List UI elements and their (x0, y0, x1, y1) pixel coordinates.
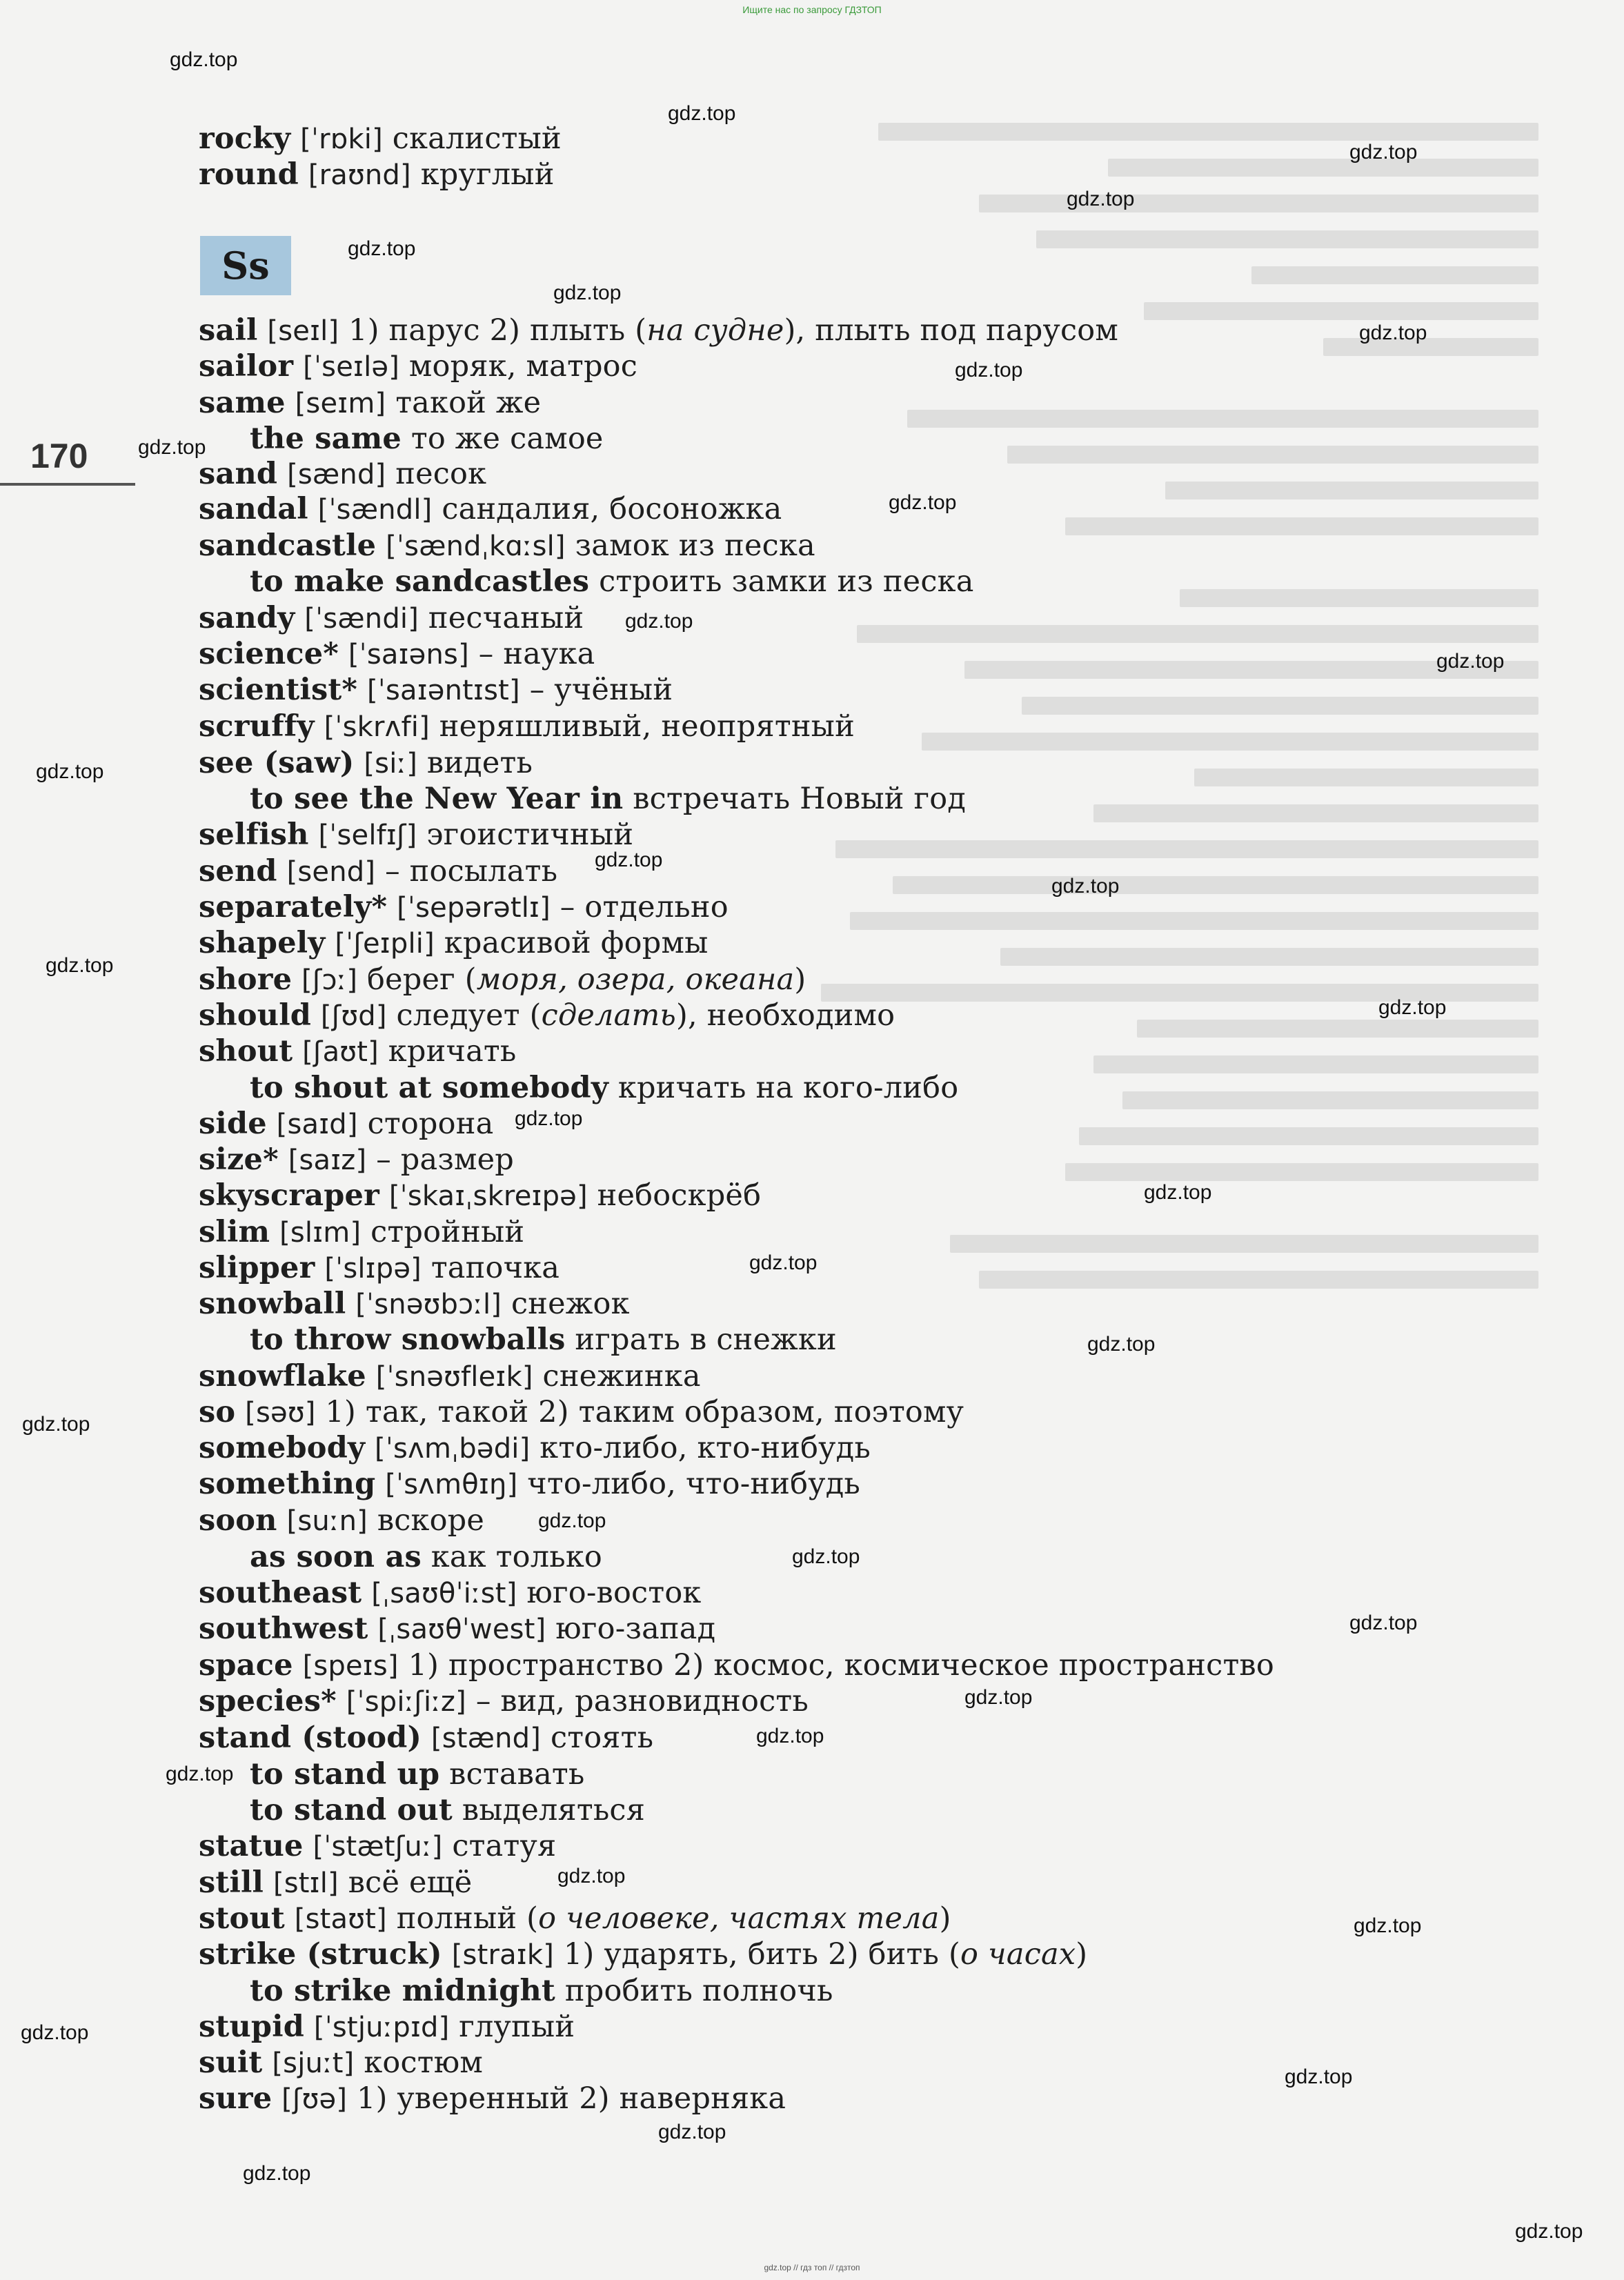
transcription: [siː] (364, 748, 417, 780)
dictionary-entry (199, 2081, 786, 2117)
definition: сандалия, босоножка (442, 492, 782, 526)
definition: – вид, разновидность (475, 1684, 809, 1718)
headword: scruffy (199, 709, 315, 744)
definition: то же самое (410, 422, 604, 456)
definition: круглый (420, 157, 555, 192)
headword: soon (199, 1503, 277, 1538)
headword: shout (199, 1034, 293, 1069)
definition: пробить полночь (564, 1974, 833, 2008)
dictionary-entry (199, 1828, 556, 1865)
definition: костюм (364, 2045, 484, 2080)
headword: shore (199, 962, 293, 997)
headword: snowflake (199, 1359, 366, 1394)
headword: sand (199, 457, 278, 491)
watermark: gdz.top (1354, 1914, 1422, 1937)
watermark: gdz.top (1349, 1612, 1418, 1634)
definition: 1) так, такой 2) таким образом, поэтому (325, 1395, 964, 1429)
watermark: gdz.top (1436, 650, 1505, 673)
headword: slim (199, 1215, 270, 1249)
transcription: [ˈsaɪəns] (348, 639, 469, 671)
definition: кто-либо, кто-нибудь (539, 1431, 871, 1465)
example-phrase (250, 1539, 602, 1575)
transcription: [seɪl] (267, 315, 339, 347)
headword: to stand out (250, 1793, 453, 1827)
headword: statue (199, 1829, 304, 1863)
watermark: gdz.top (515, 1107, 583, 1130)
watermark: gdz.top (21, 2021, 89, 2044)
dictionary-entry (199, 348, 637, 385)
headword: space (199, 1648, 293, 1683)
transcription: [səʊ] (245, 1397, 316, 1429)
watermark: gdz.top (1144, 1181, 1212, 1204)
definition: как только (430, 1540, 603, 1574)
headword: sailor (199, 349, 294, 384)
headword: should (199, 998, 312, 1033)
definition: кричать (388, 1034, 517, 1069)
dictionary-entry (199, 745, 533, 782)
example-phrase (250, 781, 966, 817)
dictionary-entry (199, 672, 673, 708)
watermark: gdz.top (557, 1865, 626, 1887)
transcription: [sænd] (287, 459, 386, 490)
headword: as soon as (250, 1540, 422, 1574)
definition: 1) пространство 2) космос, космическое пространство (408, 1648, 1274, 1683)
transcription: [suːn] (286, 1505, 368, 1537)
headword: round (199, 157, 299, 192)
definition: берег (моря, озера, океана) (367, 962, 806, 997)
transcription: [ʃʊə] (281, 2083, 348, 2115)
headword: stout (199, 1901, 285, 1936)
dictionary-entry (199, 1178, 761, 1214)
watermark: gdz.top (792, 1545, 860, 1568)
watermark: gdz.top (22, 1413, 90, 1436)
dictionary-entry (199, 528, 815, 564)
watermark: gdz.top (889, 491, 957, 514)
headword: something (199, 1467, 376, 1501)
transcription: [ˈsændl] (317, 494, 433, 526)
transcription: [ˈspiːʃiːz] (346, 1686, 466, 1718)
dictionary-entry (199, 2009, 575, 2045)
transcription: [ˈstætʃuː] (313, 1831, 443, 1863)
headword: science* (199, 637, 339, 671)
transcription: [stɪl] (273, 1867, 339, 1899)
headword: still (199, 1865, 264, 1900)
dictionary-entry (199, 1394, 964, 1431)
dictionary-entry (199, 1214, 524, 1251)
transcription: [seɪm] (295, 388, 386, 419)
watermark: gdz.top (964, 1686, 1033, 1709)
headword: to see the New Year in (250, 782, 624, 816)
watermark: gdz.top (170, 48, 238, 71)
example-phrase (250, 564, 974, 599)
headword: separately* (199, 890, 388, 924)
definition: выделяться (462, 1793, 646, 1827)
transcription: [ˈsnəʊbɔːl] (355, 1289, 502, 1320)
dictionary-entry (199, 456, 486, 493)
watermark: gdz.top (625, 610, 693, 633)
dictionary-entry (199, 853, 557, 890)
definition: следует (сделать), необходимо (396, 998, 895, 1033)
transcription: [saɪd] (276, 1109, 358, 1140)
definition: юго-восток (526, 1576, 702, 1610)
definition: строить замки из песка (599, 564, 974, 599)
watermark: gdz.top (36, 760, 104, 783)
definition: 1) парус 2) плыть (на судне), плыть под парусом (348, 313, 1118, 348)
watermark: gdz.top (1378, 996, 1447, 1019)
definition: 1) уверенный 2) наверняка (357, 2081, 786, 2116)
dictionary-entry (199, 1250, 560, 1287)
dictionary-entry (199, 1142, 514, 1178)
transcription: [ˈsnəʊfleɪk] (375, 1361, 533, 1393)
transcription: [ʃʊd] (320, 1000, 387, 1032)
transcription: [speɪs] (302, 1650, 399, 1682)
watermark: gdz.top (553, 281, 622, 304)
headword: sure (199, 2081, 273, 2116)
headword: species* (199, 1684, 337, 1718)
headword: somebody (199, 1431, 366, 1465)
headword: slipper (199, 1251, 315, 1285)
transcription: [send] (286, 856, 376, 888)
headword: the same (250, 422, 402, 456)
headword: sandcastle (199, 528, 377, 563)
watermark: gdz.top (1359, 321, 1427, 344)
headword: so (199, 1395, 236, 1429)
dictionary-entry (199, 998, 895, 1034)
definition: всё ещё (348, 1865, 473, 1900)
headword: sandal (199, 492, 308, 526)
definition: юго-запад (555, 1612, 716, 1646)
dictionary-entry (199, 1720, 653, 1756)
headword: southeast (199, 1576, 362, 1610)
dictionary-entry (199, 817, 633, 853)
watermark: gdz.top (348, 237, 416, 260)
example-phrase (250, 1070, 958, 1106)
dictionary-entry (199, 1466, 860, 1503)
dictionary-entry (199, 491, 782, 528)
headword: send (199, 854, 277, 889)
headword: shapely (199, 926, 326, 960)
definition: кричать на кого-либо (617, 1071, 959, 1105)
headword: size* (199, 1142, 279, 1177)
transcription: [ʃaʊt] (302, 1036, 379, 1068)
definition: снежок (511, 1287, 630, 1321)
transcription: [ˈsʌmˌbədi] (375, 1433, 531, 1465)
watermark: gdz.top (166, 1763, 234, 1785)
transcription: [ˈsændˌkɑːsl] (386, 531, 566, 562)
watermark: gdz.top (1067, 188, 1135, 210)
dictionary-entry (199, 1901, 951, 1937)
page-number: 170 (30, 437, 88, 475)
transcription: [ˈrɒki] (300, 123, 383, 155)
definition: видеть (426, 746, 533, 780)
definition: стоять (550, 1721, 654, 1755)
headword: side (199, 1107, 267, 1141)
definition: полный (о человеке, частях тела) (396, 1901, 951, 1936)
definition: небоскрёб (597, 1178, 762, 1213)
transcription: [ˈsændi] (304, 603, 419, 635)
definition: – посылать (385, 854, 558, 889)
watermark: gdz.top (756, 1725, 824, 1747)
transcription: [sjuːt] (272, 2048, 355, 2079)
headword: strike (struck) (199, 1937, 442, 1972)
headword: to shout at somebody (250, 1071, 608, 1105)
headword: southwest (199, 1612, 368, 1646)
dictionary-entry (199, 1611, 715, 1647)
definition: встречать Новый год (633, 782, 967, 816)
headword: snowball (199, 1287, 346, 1321)
headword: see (saw) (199, 746, 355, 780)
definition: – отдельно (560, 890, 729, 924)
headword: rocky (199, 121, 291, 156)
headword: suit (199, 2045, 263, 2080)
headword: selfish (199, 817, 309, 852)
transcription: [ˈʃeɪpli] (335, 928, 435, 960)
transcription: [ˈstjuːpɪd] (313, 2012, 450, 2043)
dictionary-entry (199, 1865, 472, 1901)
dictionary-entry (199, 1358, 701, 1395)
headword: skyscraper (199, 1178, 379, 1213)
page-number-rule (0, 483, 135, 486)
definition: играть в снежки (575, 1322, 837, 1357)
transcription: [ˈskaɪˌskreɪpə] (388, 1180, 588, 1212)
transcription: [ˈslɪpə] (324, 1253, 422, 1285)
dictionary-entry (199, 121, 562, 157)
watermark: gdz.top (668, 102, 736, 125)
dictionary-entry (199, 1503, 484, 1539)
header-note: Ищите нас по запросу ГДЗТОП (742, 4, 882, 15)
definition: тапочка (430, 1251, 560, 1285)
definition: песок (395, 457, 487, 491)
dictionary-entry (199, 2045, 483, 2081)
headword: to stand up (250, 1757, 440, 1792)
dictionary-entry (199, 636, 595, 673)
headword: sandy (199, 601, 295, 635)
dictionary-entry (199, 889, 729, 926)
watermark: gdz.top (1051, 875, 1120, 898)
dictionary-entry (199, 1647, 1274, 1684)
example-phrase (250, 1973, 833, 2009)
definition: скалистый (392, 121, 562, 156)
example-phrase (250, 1756, 585, 1792)
headword: stand (stood) (199, 1721, 422, 1755)
transcription: [ˌsaʊθˈiːst] (371, 1578, 517, 1609)
transcription: [ˌsaʊθˈwest] (377, 1614, 546, 1645)
watermark: gdz.top (658, 2121, 726, 2143)
dictionary-entry (199, 1683, 809, 1720)
definition: красивой формы (444, 926, 709, 960)
headword: to strike midnight (250, 1974, 555, 2008)
watermark: gdz.top (1087, 1333, 1156, 1356)
definition: вскоре (377, 1503, 485, 1538)
headword: sail (199, 313, 258, 348)
watermark: gdz.top (538, 1509, 606, 1532)
definition: – наука (478, 637, 595, 671)
transcription: [ˈsepərətlɪ] (397, 892, 551, 924)
transcription: [ˈskrʌfi] (324, 711, 430, 743)
definition: сторона (367, 1107, 494, 1141)
watermark: gdz.top (243, 2162, 311, 2185)
dictionary-entry (199, 1286, 630, 1322)
definition: – учёный (529, 673, 673, 707)
definition: моряк, матрос (408, 349, 638, 384)
dictionary-entry (199, 1936, 1087, 1973)
example-phrase (250, 421, 604, 457)
watermark: gdz.top (46, 954, 114, 977)
definition: эгоистичный (426, 817, 634, 852)
headword: to make sandcastles (250, 564, 590, 599)
dictionary-entry (199, 157, 555, 193)
definition: глупый (459, 2010, 575, 2044)
transcription: [ˈsʌmθɪŋ] (385, 1469, 518, 1500)
transcription: [ˈseɪlə] (303, 351, 399, 383)
dictionary-entry (199, 1575, 702, 1612)
watermark: gdz.top (749, 1251, 818, 1274)
section-letter-ss: Ss (200, 236, 291, 295)
transcription: [staʊt] (294, 1903, 387, 1935)
transcription: [raʊnd] (308, 159, 411, 191)
watermark: gdz.top (955, 359, 1023, 381)
transcription: [stænd] (430, 1723, 542, 1754)
headword: scientist* (199, 673, 358, 707)
footer-note: gdz.top // гдз топ // гдзтоп (764, 2263, 860, 2272)
dictionary-entry (199, 1106, 493, 1142)
definition: неряшливый, неопрятный (439, 709, 855, 744)
dictionary-entry (199, 313, 1118, 349)
example-phrase (250, 1792, 645, 1828)
watermark: gdz.top (1349, 141, 1418, 163)
definition: снежинка (542, 1359, 701, 1394)
dictionary-entry (199, 962, 806, 998)
transcription: [slɪm] (279, 1217, 362, 1249)
transcription: [ʃɔː] (301, 964, 358, 996)
definition: стройный (370, 1215, 525, 1249)
definition: 1) ударять, бить 2) бить (о часах) (563, 1937, 1088, 1972)
transcription: [saɪz] (288, 1144, 367, 1176)
dictionary-entry (199, 925, 709, 962)
definition: – размер (376, 1142, 514, 1177)
definition: такой же (395, 386, 542, 420)
definition: что-либо, что-нибудь (527, 1467, 861, 1501)
dictionary-entry (199, 385, 541, 422)
watermark: gdz.top (595, 849, 663, 871)
dictionary-entry (199, 1033, 517, 1070)
headword: to throw snowballs (250, 1322, 566, 1357)
transcription: [straɪk] (451, 1939, 555, 1971)
dictionary-entry (199, 1430, 871, 1467)
example-phrase (250, 1322, 837, 1358)
definition: вставать (449, 1757, 585, 1792)
headword: stupid (199, 2010, 305, 2044)
watermark: gdz.top (138, 436, 206, 459)
transcription: [ˈselfɪʃ] (318, 820, 417, 851)
definition: статуя (452, 1829, 557, 1863)
transcription: [ˈsaɪəntɪst] (366, 675, 520, 706)
definition: замок из песка (575, 528, 815, 563)
watermark: gdz.top (1515, 2220, 1583, 2243)
definition: песчаный (428, 601, 584, 635)
dictionary-entry (199, 600, 584, 637)
watermark: gdz.top (1285, 2065, 1353, 2088)
headword: same (199, 386, 286, 420)
dictionary-entry (199, 708, 855, 745)
